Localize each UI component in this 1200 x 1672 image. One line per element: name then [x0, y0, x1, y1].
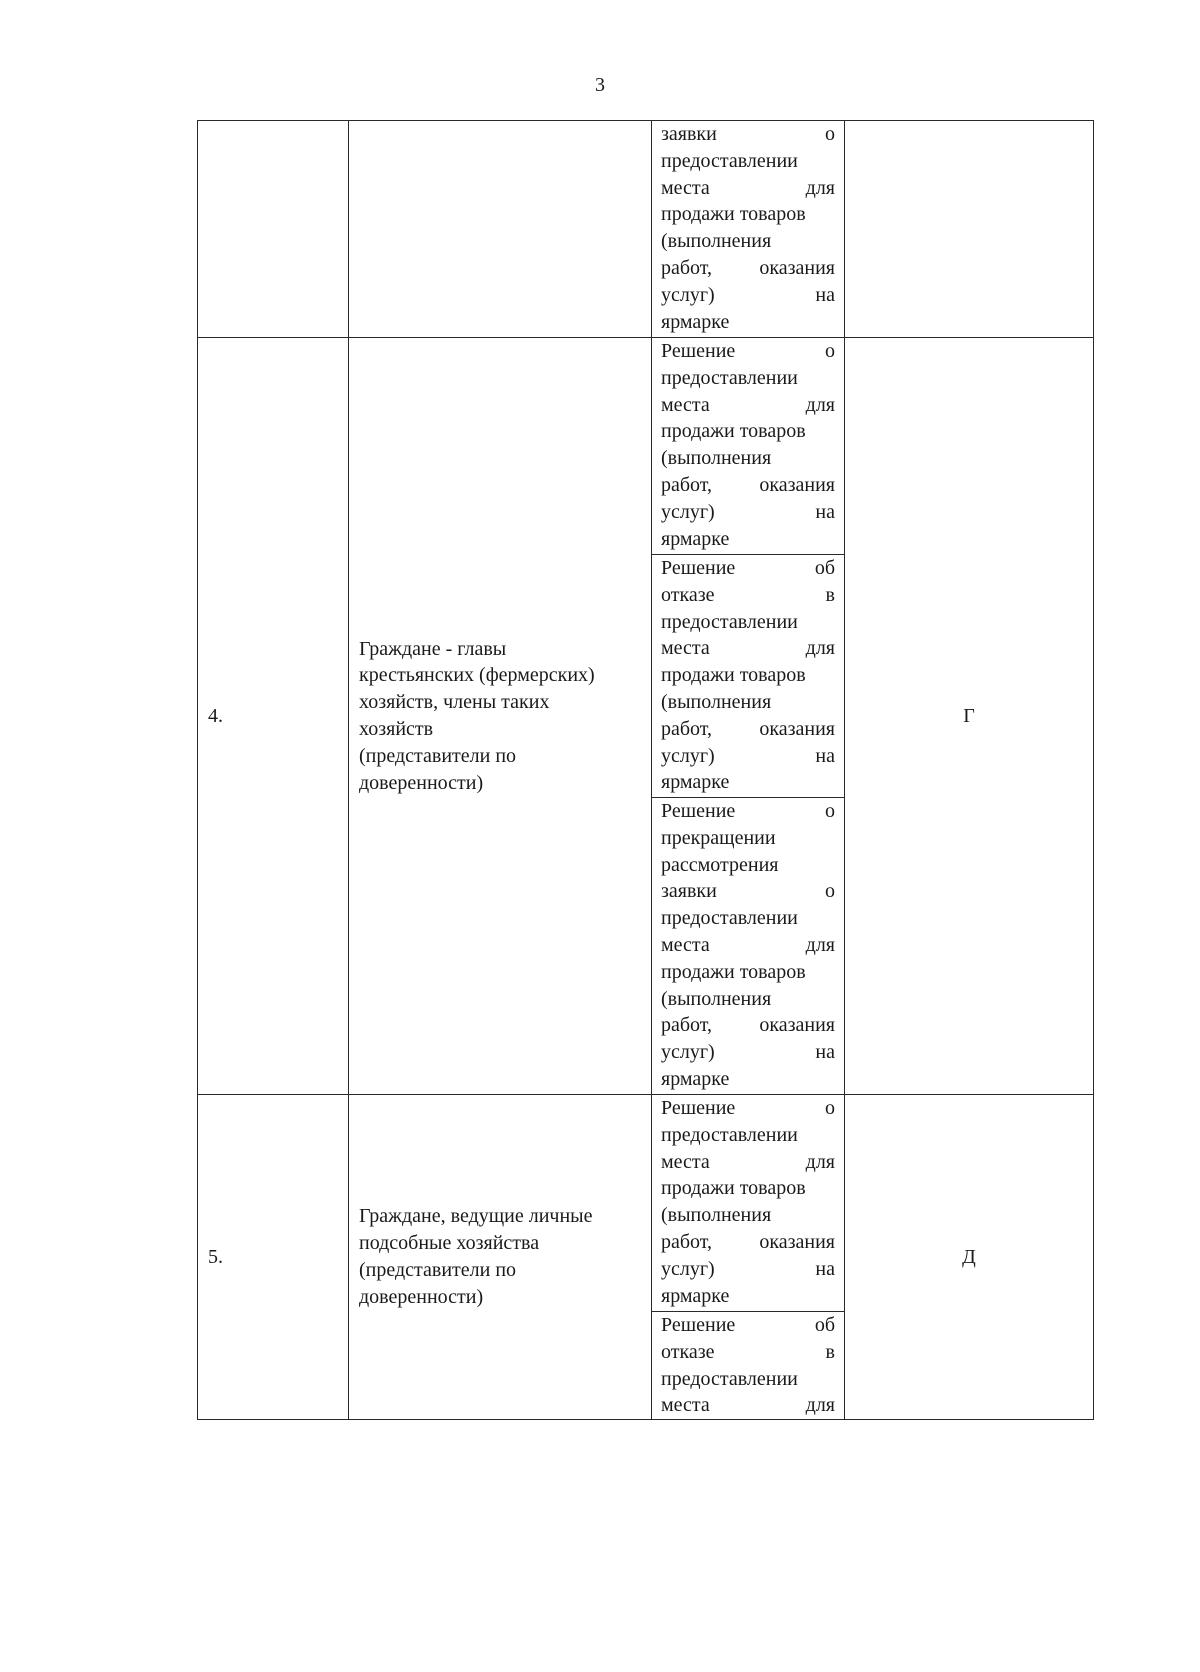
text-line [661, 338, 835, 365]
text-line [661, 121, 835, 148]
text-line [661, 1149, 835, 1176]
text-line [661, 526, 835, 553]
code-cell [845, 121, 1094, 338]
text-line [661, 555, 835, 582]
result-text [661, 338, 835, 554]
text-line [661, 905, 835, 932]
text-word: (выполнения [661, 1204, 772, 1227]
text-line: крестьянских (фермерских) [359, 664, 595, 687]
result-text [661, 1312, 835, 1419]
table-row-5 [198, 1095, 1094, 1312]
text-word: услуг) [661, 283, 715, 306]
text-line: (представители по [359, 1259, 517, 1281]
text-word: рассмотрения [661, 853, 779, 876]
text-word: работ, [661, 256, 713, 279]
text-word: о [825, 800, 835, 822]
text-word: о [825, 123, 835, 145]
text-line [661, 201, 835, 228]
text-word: оказания [759, 473, 835, 496]
text-line: подсобные хозяйства [359, 1232, 540, 1255]
text-word: места [661, 637, 710, 660]
text-line [661, 255, 835, 282]
text-line [661, 499, 835, 526]
text-line [661, 472, 835, 499]
result-cell [652, 1312, 845, 1420]
text-word: для [805, 176, 835, 199]
text-word: предоставлении [661, 1367, 798, 1390]
applicant-text [359, 636, 645, 797]
text-word: об [814, 557, 835, 579]
text-word: (выполнения [661, 230, 772, 253]
text-line [661, 1039, 835, 1066]
text-word: о [825, 1097, 835, 1119]
text-word: на [815, 283, 835, 306]
text-word: для [805, 933, 835, 956]
text-word: заявки [661, 880, 717, 903]
text-word: об [814, 1314, 835, 1336]
text-word: оказания [759, 256, 835, 279]
text-line [661, 662, 835, 689]
text-word: в [825, 1340, 835, 1363]
row-number: 5. [198, 1095, 349, 1420]
text-line [661, 1312, 835, 1339]
text-line [661, 418, 835, 445]
text-word: места [661, 933, 710, 956]
variant-code: Д [845, 1095, 1094, 1420]
text-line [661, 445, 835, 472]
text-line [661, 1392, 835, 1419]
text-line [661, 148, 835, 175]
text-line [661, 1202, 835, 1229]
text-word: Решение [661, 1314, 736, 1336]
result-cell [652, 338, 845, 555]
text-word: (выполнения [661, 447, 772, 470]
result-cell [652, 1095, 845, 1312]
text-word: работ, [661, 1014, 713, 1037]
text-line: (представители по [359, 744, 517, 767]
text-word: работ, [661, 1230, 713, 1253]
text-word: (выполнения [661, 690, 772, 713]
text-line [661, 1339, 835, 1366]
text-line: хозяйств [359, 718, 434, 740]
result-cell [652, 555, 845, 798]
page-number: 3 [595, 74, 605, 96]
text-line: хозяйств, члены таких [359, 691, 550, 714]
text-word: продажи товаров [661, 420, 806, 443]
text-word: ярмарке [661, 1284, 730, 1307]
result-text [661, 555, 835, 797]
text-line [661, 228, 835, 255]
table-row-continuation [198, 121, 1094, 338]
text-word: на [815, 744, 835, 767]
text-line [661, 365, 835, 392]
text-line [661, 878, 835, 905]
text-word: продажи товаров [661, 203, 806, 226]
table-row-4 [198, 338, 1094, 555]
text-word: отказе [661, 583, 715, 606]
text-word: (выполнения [661, 987, 772, 1010]
text-line [661, 852, 835, 879]
text-word: о [825, 880, 835, 903]
text-line: Граждане, ведущие личные [359, 1205, 593, 1228]
text-line [661, 1175, 835, 1202]
text-word: отказе [661, 1340, 715, 1363]
text-word: для [805, 1150, 835, 1173]
text-line: доверенности) [359, 1285, 484, 1308]
text-line [661, 582, 835, 609]
text-line [661, 769, 835, 796]
result-text [661, 121, 835, 337]
text-word: предоставлении [661, 149, 798, 172]
text-word: Решение [661, 340, 736, 362]
text-word: предоставлении [661, 610, 798, 633]
text-word: Решение [661, 1097, 736, 1119]
text-line [661, 743, 835, 770]
text-line [661, 986, 835, 1013]
result-text [661, 1095, 835, 1311]
text-line [661, 1229, 835, 1256]
text-word: предоставлении [661, 366, 798, 389]
text-word: оказания [759, 1230, 835, 1253]
text-word: места [661, 176, 710, 199]
applicant-category [349, 1095, 652, 1420]
text-line [661, 1095, 835, 1122]
text-word: Решение [661, 800, 736, 822]
text-line [661, 1366, 835, 1393]
services-table [197, 120, 1094, 1420]
text-word: услуг) [661, 744, 715, 767]
applicant-category [349, 338, 652, 1095]
text-word: услуг) [661, 500, 715, 523]
text-word: заявки [661, 123, 717, 145]
text-word: ярмарке [661, 1067, 730, 1090]
text-word: оказания [759, 1014, 835, 1037]
text-word: для [805, 1394, 835, 1417]
text-line [661, 1256, 835, 1283]
text-word: услуг) [661, 1257, 715, 1280]
text-line [661, 1012, 835, 1039]
text-word: о [825, 340, 835, 362]
row-number: 4. [198, 338, 349, 1095]
text-line: доверенности) [359, 771, 484, 794]
text-word: работ, [661, 717, 713, 740]
text-line [661, 689, 835, 716]
text-word: работ, [661, 473, 713, 496]
text-word: предоставлении [661, 907, 798, 930]
text-line [661, 798, 835, 825]
text-line [661, 1122, 835, 1149]
text-line [661, 932, 835, 959]
applicant-cell [349, 121, 652, 338]
text-word: для [805, 393, 835, 416]
text-word: оказания [759, 717, 835, 740]
result-cell [652, 121, 845, 338]
text-line [661, 392, 835, 419]
text-word: места [661, 393, 710, 416]
text-line [661, 635, 835, 662]
text-word: ярмарке [661, 771, 730, 794]
text-line: Граждане - главы [359, 637, 507, 660]
text-word: места [661, 1150, 710, 1173]
text-word: продажи товаров [661, 1177, 806, 1200]
text-word: на [815, 1257, 835, 1280]
text-word: ярмарке [661, 310, 730, 333]
text-word: продажи товаров [661, 960, 806, 983]
result-text [661, 798, 835, 1094]
text-line [661, 1283, 835, 1310]
number-cell [198, 121, 349, 338]
text-word: на [815, 500, 835, 523]
text-line [661, 1066, 835, 1093]
text-word: предоставлении [661, 1123, 798, 1146]
text-word: для [805, 637, 835, 660]
text-word: ярмарке [661, 527, 730, 550]
text-word: на [815, 1041, 835, 1064]
text-line [661, 716, 835, 743]
text-word: продажи товаров [661, 664, 806, 687]
variant-code: Г [845, 338, 1094, 1095]
text-word: прекращении [661, 826, 776, 849]
text-line [661, 282, 835, 309]
result-cell [652, 798, 845, 1095]
text-word: в [825, 583, 835, 606]
text-line [661, 175, 835, 202]
text-line [661, 309, 835, 336]
text-line [661, 825, 835, 852]
text-line [661, 609, 835, 636]
text-word: услуг) [661, 1041, 715, 1064]
text-word: Решение [661, 557, 736, 579]
text-line [661, 959, 835, 986]
text-word: места [661, 1394, 710, 1417]
applicant-text [359, 1203, 645, 1310]
